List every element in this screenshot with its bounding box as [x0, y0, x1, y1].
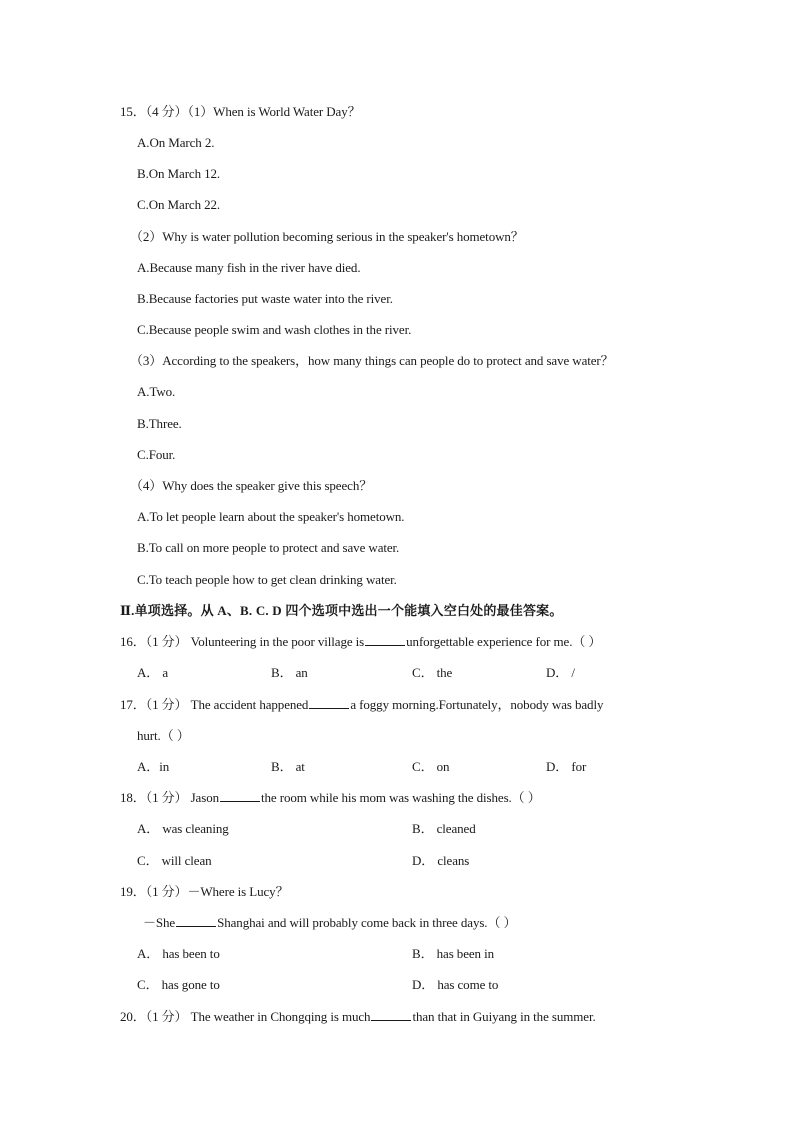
q19-text-before: －She	[143, 915, 176, 930]
q17-option-d: D． for	[546, 759, 587, 774]
q19-header: 19．（1 分）－Where is Lucy？	[120, 884, 289, 899]
q18-text-before: Jason	[187, 790, 219, 805]
q15-2-option-c: C.Because people swim and wash clothes in the river.	[137, 322, 412, 337]
q16-option-a: A． a	[137, 665, 169, 680]
q19-option-a: A． has been to	[137, 946, 220, 961]
q15-1-option-a: A.On March 2.	[137, 135, 215, 150]
q16-text-after: unforgettable experience for me.（ ）	[406, 634, 602, 649]
q15-header: 15．（4 分）（1）When is World Water Day？	[120, 104, 361, 119]
q19-stem-line2	[143, 914, 516, 932]
q17-option-c: C． on	[412, 759, 450, 774]
q16-option-b: B． an	[271, 665, 308, 680]
q16-text-before: Volunteering in the poor village is	[187, 634, 365, 649]
q19-option-d: D． has come to	[412, 977, 499, 992]
q17-stem-line2: hurt.（ ）	[137, 728, 190, 743]
q16-answer-blank[interactable]	[365, 633, 405, 646]
q18-answer-blank[interactable]	[220, 789, 260, 802]
q15-4-option-c: C.To teach people how to get clean drinking water.	[137, 572, 397, 587]
q15-2-question: （2）Why is water pollution becoming serious in the speaker's hometown？	[130, 229, 524, 244]
q15-1-option-b: B.On March 12.	[137, 166, 221, 181]
q20-text-after: than that in Guiyang in the summer.	[412, 1009, 596, 1024]
q16-option-d: D． /	[546, 665, 575, 680]
q15-4-question: （4）Why does the speaker give this speech？	[130, 478, 373, 493]
q19-text-after: Shanghai and will probably come back in three days.（ ）	[217, 915, 517, 930]
q16-stem	[120, 633, 601, 651]
q17-answer-blank[interactable]	[309, 696, 349, 709]
q17-stem	[120, 696, 603, 714]
q15-3-option-b: B.Three.	[137, 416, 182, 431]
q15-3-option-c: C.Four.	[137, 447, 176, 462]
q19-answer-blank[interactable]	[176, 914, 216, 927]
q18-stem	[120, 789, 541, 807]
q20-stem	[120, 1008, 596, 1026]
q20-answer-blank[interactable]	[371, 1008, 411, 1021]
q15-2-option-a: A.Because many fish in the river have died.	[137, 260, 361, 275]
q19-option-c: C． has gone to	[137, 977, 220, 992]
q20-text-before: The weather in Chongqing is much	[187, 1009, 371, 1024]
q17-text-before: The accident happened	[187, 697, 309, 712]
q15-3-option-a: A.Two.	[137, 384, 176, 399]
q19-option-b: B． has been in	[412, 946, 495, 961]
q18-text-after: the room while his mom was washing the dishes.（ ）	[261, 790, 541, 805]
q20-number: 20．（1 分）	[120, 1009, 188, 1024]
q18-number: 18．（1 分）	[120, 790, 188, 805]
q18-option-b: B． cleaned	[412, 821, 476, 836]
q15-3-question: （3）According to the speakers，how many things can people do to protect and save water？	[130, 353, 614, 368]
q18-option-c: C． will clean	[137, 853, 212, 868]
q17-option-b: B． at	[271, 759, 305, 774]
q16-number: 16．（1 分）	[120, 634, 188, 649]
q18-option-d: D． cleans	[412, 853, 470, 868]
q17-number: 17．（1 分）	[120, 697, 188, 712]
q15-2-option-b: B.Because factories put waste water into the river.	[137, 291, 393, 306]
q15-1-option-c: C.On March 22.	[137, 197, 221, 212]
section-heading: Ⅱ.单项选择。从 A、B. C. D 四个选项中选出一个能填入空白处的最佳答案。	[120, 603, 563, 618]
q15-4-option-b: B.To call on more people to protect and save water.	[137, 540, 400, 555]
q17-text-after: a foggy morning.Fortunately，nobody was badly	[350, 697, 604, 712]
q18-option-a: A． was cleaning	[137, 821, 229, 836]
q16-option-c: C． the	[412, 665, 453, 680]
q17-option-a: A．in	[137, 759, 170, 774]
q15-4-option-a: A.To let people learn about the speaker's hometown.	[137, 509, 405, 524]
